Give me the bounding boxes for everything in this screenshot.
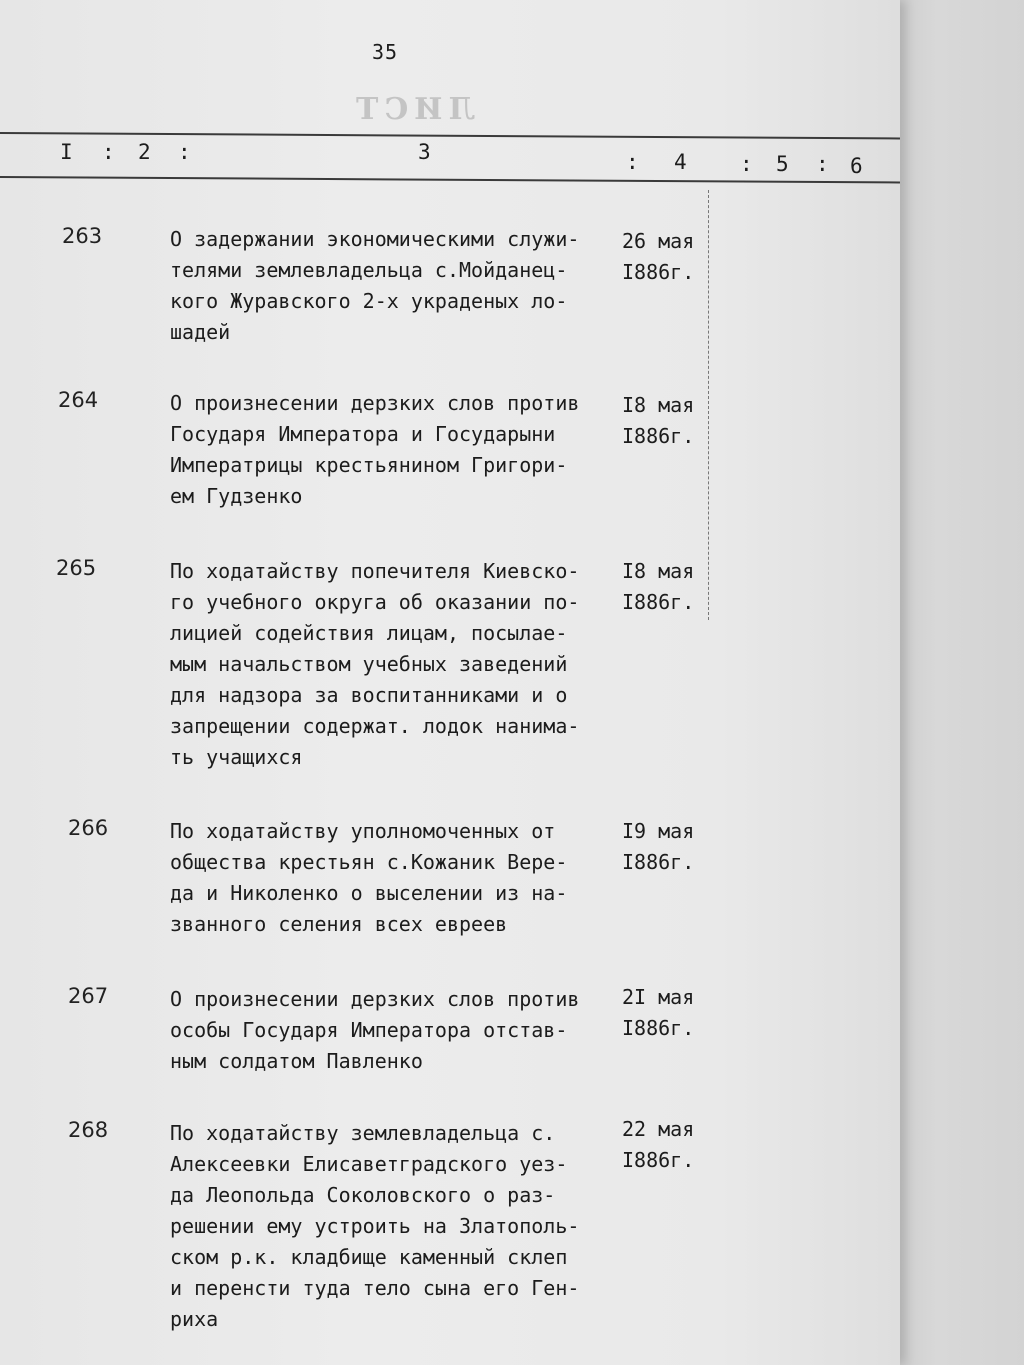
column-separator: : — [816, 152, 829, 176]
entry-description: О произнесении дерзких слов против особы Государя Императора отстав- ным солдатом Павленко — [170, 987, 580, 1073]
column-header-4: 4 — [674, 150, 687, 174]
header-rule-top — [0, 132, 900, 139]
entry-date: 2I мая I886г. — [622, 985, 695, 1040]
column-separator: : — [178, 140, 191, 164]
entry-date: I8 мая I886г. — [622, 393, 695, 448]
column-header-6: 6 — [850, 154, 863, 178]
entry-number: 266 — [68, 816, 109, 840]
entry-number: 267 — [68, 984, 109, 1008]
column-header-1: I — [60, 140, 73, 164]
entry-description: По ходатайству уполномоченных от общества крестьян с.Кожаник Вере- да и Николенко о выселении из на- званного селения всех евреев — [170, 819, 568, 936]
header-rule-bottom — [0, 176, 900, 183]
column-separator: : — [740, 152, 753, 176]
entry-description: О задержании экономическими служи- телями землевладельца с.Мойданец- кого Журавского 2-х украденых ло- шадей — [170, 227, 580, 344]
entry-number: 263 — [62, 224, 103, 248]
entry-description: По ходатайству землевладельца с. Алексеевки Елисаветградского уез- да Леопольда Соколовского о раз- решении ему устроить на Златополь- ском р.к. кладбище каменный склеп и перенсти туда тело сына его Ген- риха — [170, 1121, 580, 1331]
entry-number: 265 — [56, 556, 97, 580]
entry-description: О произнесении дерзких слов против Государя Императора и Государыни Императрицы крестьянином Григори- ем Гудзенко — [170, 391, 580, 508]
entry-description: По ходатайству попечителя Киевско- го учебного округа об оказании по- лицией содействия лицам, посылае- мым начальством учебных заведений для надзора за воспитанниками и о запрещении содержат. лодок нанима- ть учащихся — [170, 559, 580, 769]
bleed-through-heading: ЛИСТ — [350, 92, 476, 127]
column-header-5: 5 — [776, 152, 789, 176]
entry-date: 26 мая I886г. — [622, 229, 695, 284]
underlying-page-edge — [900, 0, 1024, 1365]
entry-date: I8 мая I886г. — [622, 559, 695, 614]
entry-date: I9 мая I886г. — [622, 819, 695, 874]
column-separator: : — [626, 150, 639, 174]
entry-number: 268 — [68, 1118, 109, 1142]
column-separator: : — [102, 140, 115, 164]
page-number: 35 — [372, 40, 399, 64]
column-header-2: 2 — [138, 140, 151, 164]
column-header-3: 3 — [418, 140, 431, 164]
entry-number: 264 — [58, 388, 99, 412]
entry-date: 22 мая I886г. — [622, 1117, 695, 1172]
